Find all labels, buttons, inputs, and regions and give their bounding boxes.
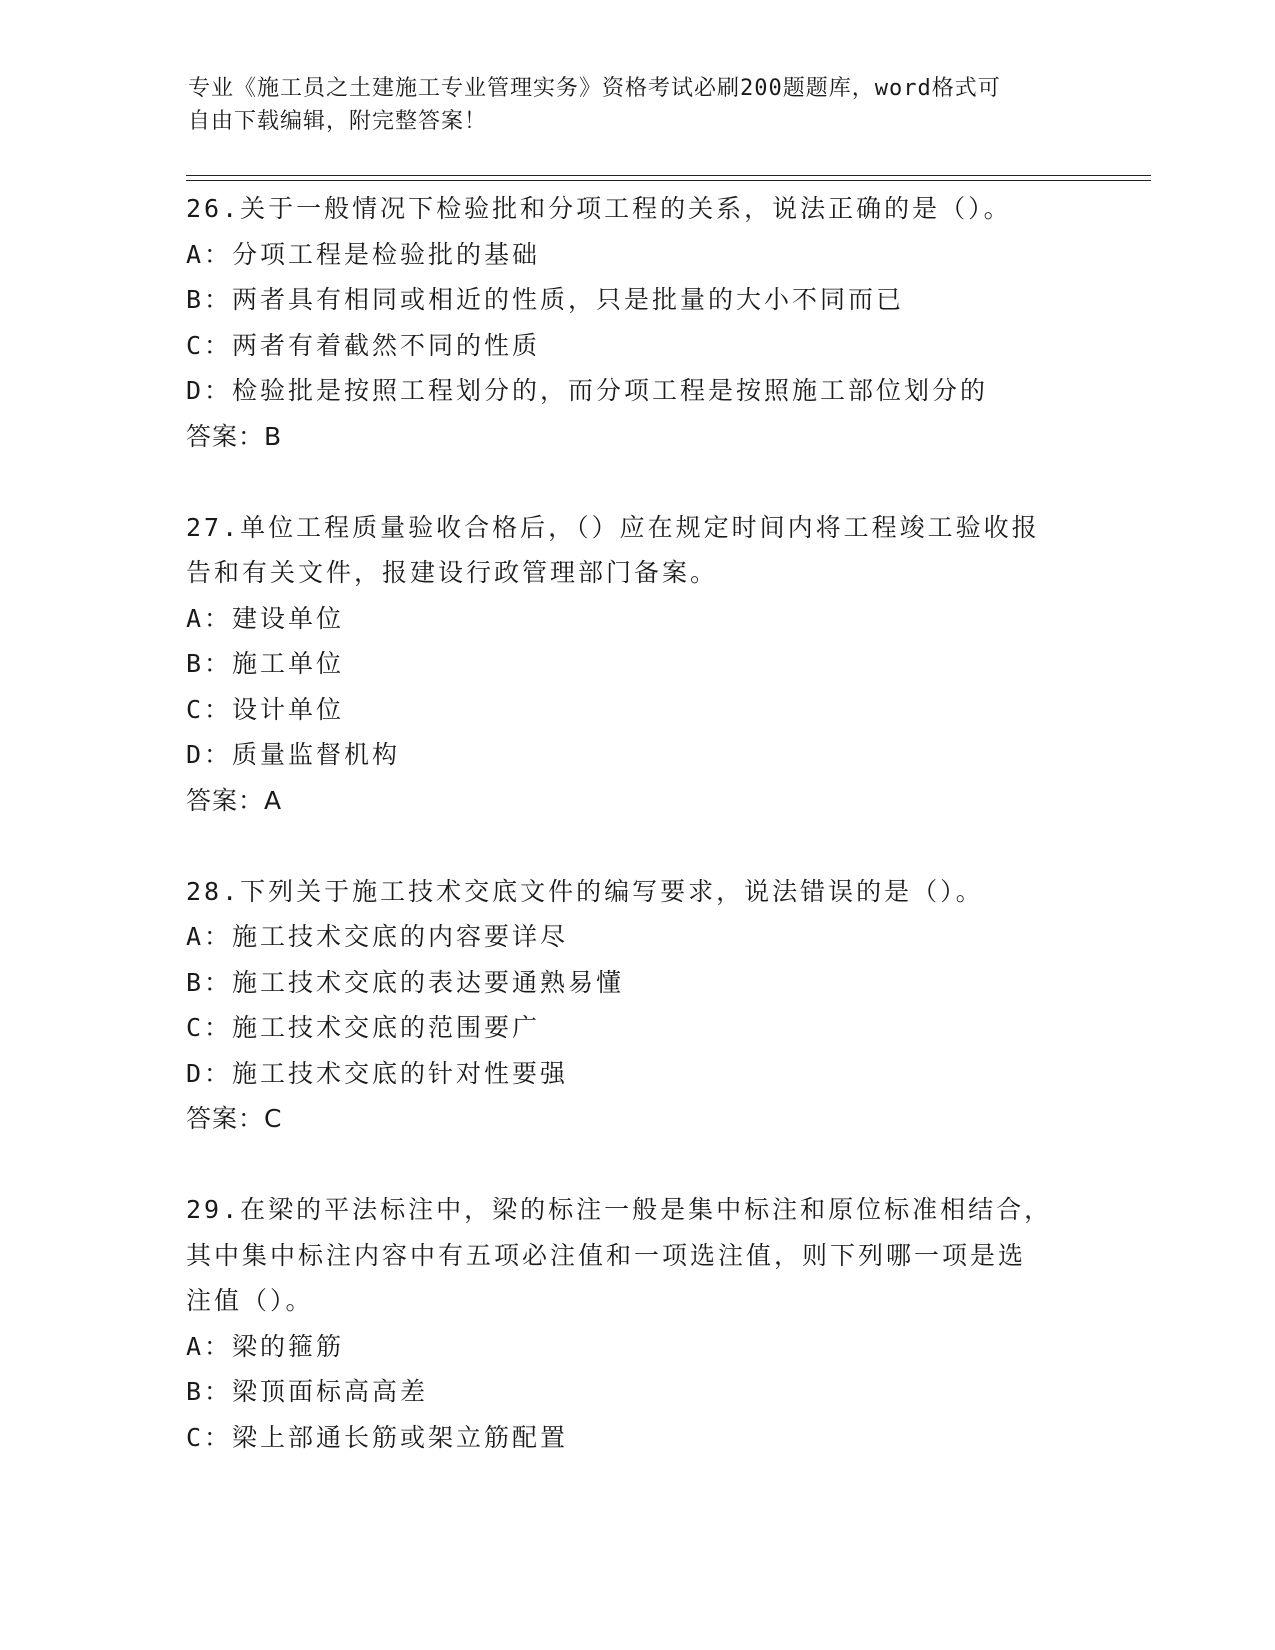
option-b: B：两者具有相同或相近的性质，只是批量的大小不同而已 bbox=[186, 285, 905, 314]
question-list bbox=[186, 186, 1086, 1460]
header-line-1: 专业《施工员之土建施工专业管理实务》资格考试必刷200题题库，word格式可 bbox=[188, 76, 1001, 101]
spacer bbox=[186, 459, 1086, 505]
question-29 bbox=[186, 1187, 1086, 1460]
question-text: 告和有关文件，报建设行政管理部门备案。 bbox=[186, 558, 719, 587]
spacer bbox=[186, 823, 1086, 869]
answer: 答案：A bbox=[186, 785, 283, 815]
option-a: A：分项工程是检验批的基础 bbox=[186, 239, 541, 269]
header-divider-bottom bbox=[186, 180, 1151, 181]
question-27 bbox=[186, 505, 1086, 824]
question-text: 注值（）。 bbox=[186, 1286, 314, 1315]
option-b: B：施工单位 bbox=[186, 649, 345, 678]
answer: 答案：B bbox=[186, 421, 283, 451]
option-c: C：施工技术交底的范围要广 bbox=[186, 1013, 541, 1042]
question-text: 26.关于一般情况下检验批和分项工程的关系，说法正确的是（）。 bbox=[186, 194, 1012, 223]
question-text: 其中集中标注内容中有五项必注值和一项选注值，则下列哪一项是选 bbox=[186, 1240, 1027, 1270]
question-text: 27.单位工程质量验收合格后，（）应在规定时间内将工程竣工验收报 bbox=[186, 512, 1040, 542]
option-d: D：检验批是按照工程划分的，而分项工程是按照施工部位划分的 bbox=[186, 376, 989, 405]
question-26 bbox=[186, 186, 1086, 459]
option-a: A：建设单位 bbox=[186, 603, 345, 633]
option-a: A：梁的箍筋 bbox=[186, 1331, 345, 1361]
option-c: C：设计单位 bbox=[186, 694, 345, 724]
option-d: D：质量监督机构 bbox=[186, 740, 401, 769]
header-line-2: 自由下载编辑，附完整答案！ bbox=[188, 109, 488, 134]
header-divider-top bbox=[186, 175, 1151, 176]
option-b: B：梁顶面标高高差 bbox=[186, 1377, 429, 1406]
answer: 答案：C bbox=[186, 1104, 283, 1133]
question-text: 28.下列关于施工技术交底文件的编写要求，说法错误的是（）。 bbox=[186, 876, 984, 906]
question-28 bbox=[186, 869, 1086, 1142]
option-b: B：施工技术交底的表达要通熟易懂 bbox=[186, 967, 625, 997]
option-c: C：两者有着截然不同的性质 bbox=[186, 330, 541, 360]
document-header bbox=[188, 72, 1068, 138]
question-text: 29.在梁的平法标注中，梁的标注一般是集中标注和原位标准相结合， bbox=[186, 1195, 1053, 1224]
option-c: C：梁上部通长筋或架立筋配置 bbox=[186, 1422, 569, 1452]
spacer bbox=[186, 1142, 1086, 1188]
option-a: A：施工技术交底的内容要详尽 bbox=[186, 922, 569, 951]
option-d: D：施工技术交底的针对性要强 bbox=[186, 1058, 569, 1088]
